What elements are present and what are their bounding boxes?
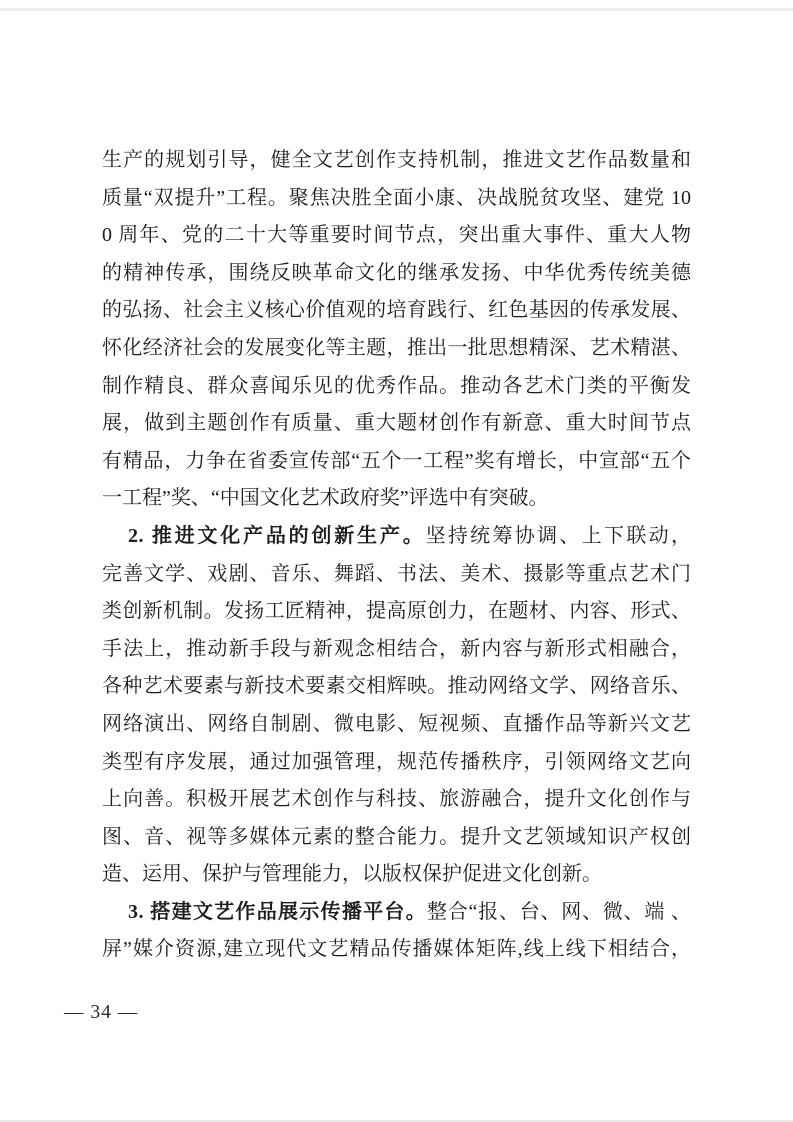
text-line — [102, 405, 691, 443]
text-line — [102, 180, 691, 218]
body-text: 生产的规划引导，健全文艺创作支持机制，推进文艺作品数量和 — [102, 149, 691, 171]
body-text: 各种艺术要素与新技术要素交相辉映。推动网络文学、网络音乐、 — [102, 675, 691, 698]
text-line — [102, 668, 691, 706]
body-text: 上向善。积极开展艺术创作与科技、旅游融合，提升文化创作与 — [102, 788, 691, 811]
text-line — [102, 330, 691, 368]
text-line — [102, 856, 691, 894]
body-text: 的精神传承，围绕反映革命文化的继承发扬、中华优秀传统美德 — [102, 261, 691, 284]
body-text: 一工程”奖、“中国文化艺术政府奖”评选中有突破。 — [102, 487, 549, 510]
body-text: 怀化经济社会的发展变化等主题，推出一批思想精深、艺术精湛、 — [102, 336, 691, 359]
text-line — [102, 255, 691, 293]
text-line — [102, 631, 691, 669]
text-line — [102, 217, 691, 255]
text-line — [102, 593, 691, 631]
body-text: 类型有序发展，通过加强管理，规范传播秩序，引领网络文艺向 — [102, 750, 691, 773]
body-text: 质量“双提升”工程。聚焦决胜全面小康、决战脱贫攻坚、建党 10 — [102, 186, 691, 209]
text-line — [102, 556, 691, 594]
text-line — [102, 480, 691, 518]
body-text: 0 周年、党的二十大等重要时间节点，突出重大事件、重大人物 — [102, 224, 691, 247]
body-text: 制作精良、群众喜闻乐见的优秀作品。推动各艺术门类的平衡发 — [102, 374, 691, 397]
body-text: 手法上，推动新手段与新观念相结合，新内容与新形式相融合， — [102, 637, 691, 660]
body-text: 图、音、视等多媒体元素的整合能力。提升文艺领域知识产权创 — [102, 825, 691, 848]
body-text: 屏”媒介资源,建立现代文艺精品传播媒体矩阵,线上线下相结合， — [102, 938, 691, 961]
body-text: 展，做到主题创作有质量、重大题材创作有新意、重大时间节点 — [102, 412, 691, 435]
body-text: 整合“报、台、网、微、端 、 — [426, 900, 691, 923]
text-line — [102, 292, 691, 330]
section-heading: 3. 搭建文艺作品展示传播平台。 — [128, 900, 427, 923]
text-line — [102, 706, 691, 744]
body-text: 网络演出、网络自制剧、微电影、短视频、直播作品等新兴文艺 — [102, 712, 691, 735]
body-text: 的弘扬、社会主义核心价值观的培育践行、红色基因的传承发展、 — [102, 299, 691, 322]
body-text: 类创新机制。发扬工匠精神，提高原创力，在题材、内容、形式、 — [102, 600, 691, 623]
text-line — [102, 781, 691, 819]
text-line — [102, 368, 691, 406]
text-line — [102, 931, 691, 969]
text-line — [102, 443, 691, 481]
body-text: 坚持统筹协调、上下联动， — [425, 524, 691, 547]
text-line — [102, 894, 691, 932]
scan-artifact-top — [0, 8, 793, 11]
document-body — [102, 142, 691, 969]
section-heading: 2. 推进文化产品的创新生产。 — [128, 524, 426, 547]
body-text: 有精品，力争在省委宣传部“五个一工程”奖有增长，中宣部“五个 — [102, 449, 691, 472]
text-line — [102, 744, 691, 782]
body-text: 完善文学、戏剧、音乐、舞蹈、书法、美术、摄影等重点艺术门 — [102, 562, 691, 585]
page-number: — 34 — — [64, 1002, 139, 1023]
text-line — [102, 819, 691, 857]
text-line — [102, 142, 691, 180]
text-line — [102, 518, 691, 556]
body-text: 造、运用、保护与管理能力，以版权保护促进文化创新。 — [102, 863, 602, 886]
